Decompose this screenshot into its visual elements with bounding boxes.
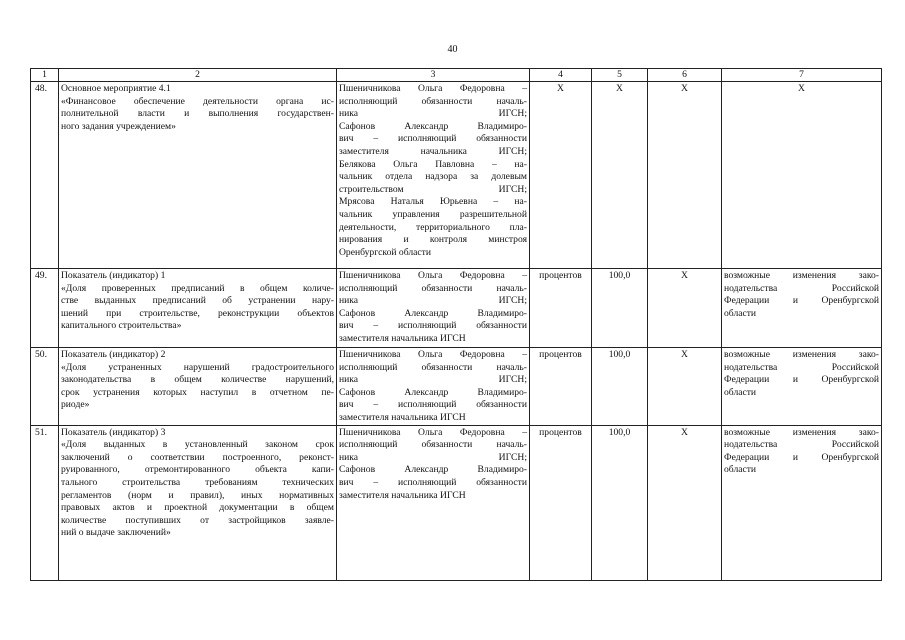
table-row	[31, 425, 882, 580]
table-row	[31, 269, 882, 348]
responsible-line: исполняющий обязанности началь-	[339, 361, 527, 373]
name-line: шений при строительстве, реконструкции объектов	[61, 307, 334, 319]
note-line: Федерации и Оренбургской	[724, 451, 879, 463]
header-cell-6: 6	[648, 69, 722, 82]
note-line: области	[724, 307, 757, 319]
column-6-cell: Х	[648, 425, 722, 580]
unit-cell: процентов	[530, 269, 592, 348]
responsible-line: исполняющий обязанности началь-	[339, 95, 527, 107]
responsible-line: заместителя начальника ИГСН	[339, 411, 466, 423]
name-line: регламентов (норм и правил), иных нормативных	[61, 489, 334, 501]
header-cell-4: 4	[530, 69, 592, 82]
name-line: «Доля устраненных нарушений градостроительного	[61, 361, 334, 373]
responsible-line: заместителя начальника ИГСН	[339, 332, 466, 344]
header-cell-5: 5	[592, 69, 648, 82]
name-line: Основное мероприятие 4.1	[61, 83, 171, 94]
table-row	[31, 348, 882, 426]
note-cell	[722, 348, 882, 426]
value-cell: Х	[592, 82, 648, 269]
note-line: возможные изменения зако-	[724, 270, 879, 281]
name-line: руированного, отремонтированного объекта капи-	[61, 464, 334, 476]
name-line: риоде»	[61, 399, 90, 411]
responsible-line: Пшеничникова Ольга Федоровна –	[339, 83, 527, 94]
responsible-line: Мрясова Наталья Юрьевна – на-	[339, 196, 527, 208]
responsible-line: Сафонов Александр Владимиро-	[339, 464, 527, 476]
measure-name	[59, 82, 337, 269]
column-6-cell: Х	[648, 348, 722, 426]
header-cell-3: 3	[337, 69, 530, 82]
row-number: 49.	[31, 269, 59, 348]
page-number: 40	[447, 44, 458, 55]
name-line: количестве поступивших от застройщиков заявле-	[61, 514, 334, 526]
responsible-line: заместителя начальника ИГСН	[339, 489, 466, 501]
responsible-persons	[337, 425, 530, 580]
note-line: возможные изменения зако-	[724, 349, 879, 360]
responsible-line: исполняющий обязанности началь-	[339, 439, 527, 451]
value-cell: 100,0	[592, 425, 648, 580]
responsible-line: заместителя начальника ИГСН;	[339, 145, 527, 157]
name-line: законодательства в общем количестве нарушений,	[61, 374, 334, 386]
header-cell-7: 7	[722, 69, 882, 82]
responsible-line: Пшеничникова Ольга Федоровна –	[339, 270, 527, 281]
column-6-cell: Х	[648, 82, 722, 269]
responsible-line: Сафонов Александр Владимиро-	[339, 120, 527, 132]
note-line: нодательства Российской	[724, 282, 879, 294]
responsible-persons	[337, 82, 530, 269]
name-line: «Доля выданных в установленный законом срок	[61, 439, 334, 451]
responsible-line: вич – исполняющий обязанности	[339, 399, 527, 411]
note-line: возможные изменения зако-	[724, 426, 879, 438]
responsible-line: ника ИГСН;	[339, 451, 527, 463]
responsible-line: исполняющий обязанности началь-	[339, 282, 527, 294]
name-line: «Доля проверенных предписаний в общем количе-	[61, 282, 334, 294]
responsible-line: ника ИГСН;	[339, 374, 527, 386]
responsible-line: вич – исполняющий обязанности	[339, 133, 527, 145]
name-line: полнительной власти и выполнения государствен-	[61, 108, 334, 120]
name-line: Показатель (индикатор) 1	[61, 270, 166, 281]
value-cell: 100,0	[592, 269, 648, 348]
value-cell: 100,0	[592, 348, 648, 426]
row-number: 51.	[31, 425, 59, 580]
header-row	[31, 69, 882, 82]
note-cell: Х	[722, 82, 882, 269]
table-row	[31, 82, 882, 269]
measure-name	[59, 348, 337, 426]
responsible-line: чальник управления разрешительной	[339, 208, 527, 220]
name-line: тального строительства требованиям технических	[61, 476, 334, 488]
name-line: Показатель (индикатор) 3	[61, 426, 166, 438]
note-line: Федерации и Оренбургской	[724, 374, 879, 386]
responsible-line: чальник отдела надзора за долевым	[339, 171, 527, 183]
name-line: заключений о соответствии построенного, реконст-	[61, 451, 334, 463]
row-number: 48.	[31, 82, 59, 269]
responsible-line: Сафонов Александр Владимиро-	[339, 386, 527, 398]
responsible-line: Белякова Ольга Павловна – на-	[339, 158, 527, 170]
name-line: срок устранения которых наступил в отчетном пе-	[61, 386, 334, 398]
column-6-cell: Х	[648, 269, 722, 348]
measure-name	[59, 425, 337, 580]
note-cell	[722, 269, 882, 348]
responsible-line: Пшеничникова Ольга Федоровна –	[339, 349, 527, 360]
name-line: правовых актов и проектной документации в общем	[61, 502, 334, 514]
unit-cell: процентов	[530, 425, 592, 580]
responsible-persons	[337, 348, 530, 426]
note-cell	[722, 425, 882, 580]
name-line: ного задания учреждением»	[61, 120, 176, 132]
responsible-persons	[337, 269, 530, 348]
note-line: нодательства Российской	[724, 361, 879, 373]
row-number: 50.	[31, 348, 59, 426]
responsible-line: вич – исполняющий обязанности	[339, 476, 527, 488]
name-line: «Финансовое обеспечение деятельности органа ис-	[61, 95, 334, 107]
name-line: Показатель (индикатор) 2	[61, 349, 166, 360]
note-line: области	[724, 386, 757, 398]
responsible-line: вич – исполняющий обязанности	[339, 320, 527, 332]
unit-cell: Х	[530, 82, 592, 269]
responsible-line: Сафонов Александр Владимиро-	[339, 307, 527, 319]
responsible-line: строительством ИГСН;	[339, 183, 527, 195]
note-line: области	[724, 464, 757, 476]
responsible-line: деятельности, территориального пла-	[339, 221, 527, 233]
name-line: ний о выдаче заключений»	[61, 527, 171, 539]
program-table	[30, 68, 882, 581]
responsible-line: Оренбургской области	[339, 246, 431, 258]
unit-cell: процентов	[530, 348, 592, 426]
name-line: капитального строительства»	[61, 320, 182, 332]
note-line: нодательства Российской	[724, 439, 879, 451]
note-line: Федерации и Оренбургской	[724, 295, 879, 307]
responsible-line: ника ИГСН;	[339, 295, 527, 307]
name-line: стве выданных предписаний об устранении нару-	[61, 295, 334, 307]
responsible-line: нирования и контроля минстроя	[339, 234, 527, 246]
measure-name	[59, 269, 337, 348]
responsible-line: Пшеничникова Ольга Федоровна –	[339, 426, 527, 438]
header-cell-2: 2	[59, 69, 337, 82]
responsible-line: ника ИГСН;	[339, 108, 527, 120]
header-cell-1: 1	[31, 69, 59, 82]
